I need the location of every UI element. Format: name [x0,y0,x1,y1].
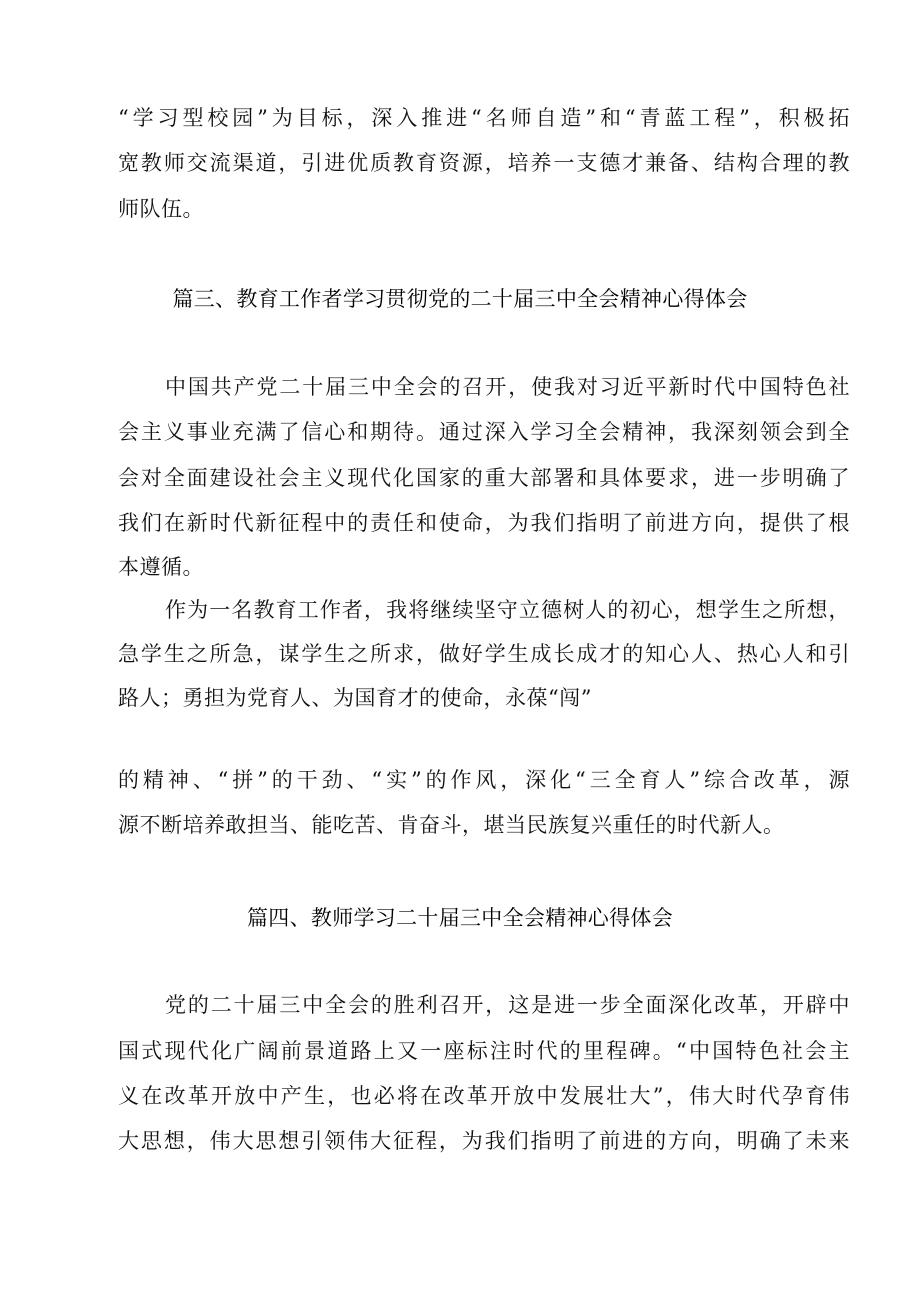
body-line: 源不断培养敢担当、能吃苦、肯奋斗，堪当民族复兴重任的时代新人。 [118,813,785,837]
body-line: 会对全面建设社会主义现代化国家的重大部署和具体要求，进一步明确了 [118,466,850,490]
body-line: 我们在新时代新征程中的责任和使命，为我们指明了前进方向，提供了根 [118,511,850,535]
body-line: 党的二十届三中全会的胜利召开，这是进一步全面深化改革，开辟中 [165,993,850,1017]
section-heading: 篇四、教师学习二十届三中全会精神心得体会 [247,906,673,930]
section-heading: 篇三、教育工作者学习贯彻党的二十届三中全会精神心得体会 [172,287,748,311]
body-line: 中国共产党二十届三中全会的召开，使我对习近平新时代中国特色社 [165,375,850,399]
body-line: 义在改革开放中产生，也必将在改革开放中发展壮大”，伟大时代孕育伟 [118,1084,850,1108]
body-line: 宽教师交流渠道，引进优质教育资源，培养一支德才兼备、结构合理的教 [118,151,850,175]
body-line: “学习型校园”为目标，深入推进“名师自造”和“青蓝工程”，积极拓 [118,106,850,130]
body-line: 作为一名教育工作者，我将继续坚守立德树人的初心，想学生之所想， [165,598,850,622]
body-line: 急学生之所急，谋学生之所求，做好学生成长成才的知心人、热心人和引 [118,642,850,666]
body-line: 大思想，伟大思想引领伟大征程，为我们指明了前进的方向，明确了未来 [118,1129,850,1153]
body-line: 国式现代化广阔前景道路上又一座标注时代的里程碑。“中国特色社会主 [118,1039,850,1063]
body-line: 本遵循。 [118,555,204,579]
body-line: 路人；勇担为党育人、为国育才的使命，永葆“闯” [118,686,592,710]
body-line: 会主义事业充满了信心和期待。通过深入学习全会精神，我深刻领会到全 [118,420,850,444]
body-line: 师队伍。 [118,197,204,221]
body-line: 的精神、“拼”的干劲、“实”的作风，深化“三全育人”综合改革，源 [118,768,850,792]
